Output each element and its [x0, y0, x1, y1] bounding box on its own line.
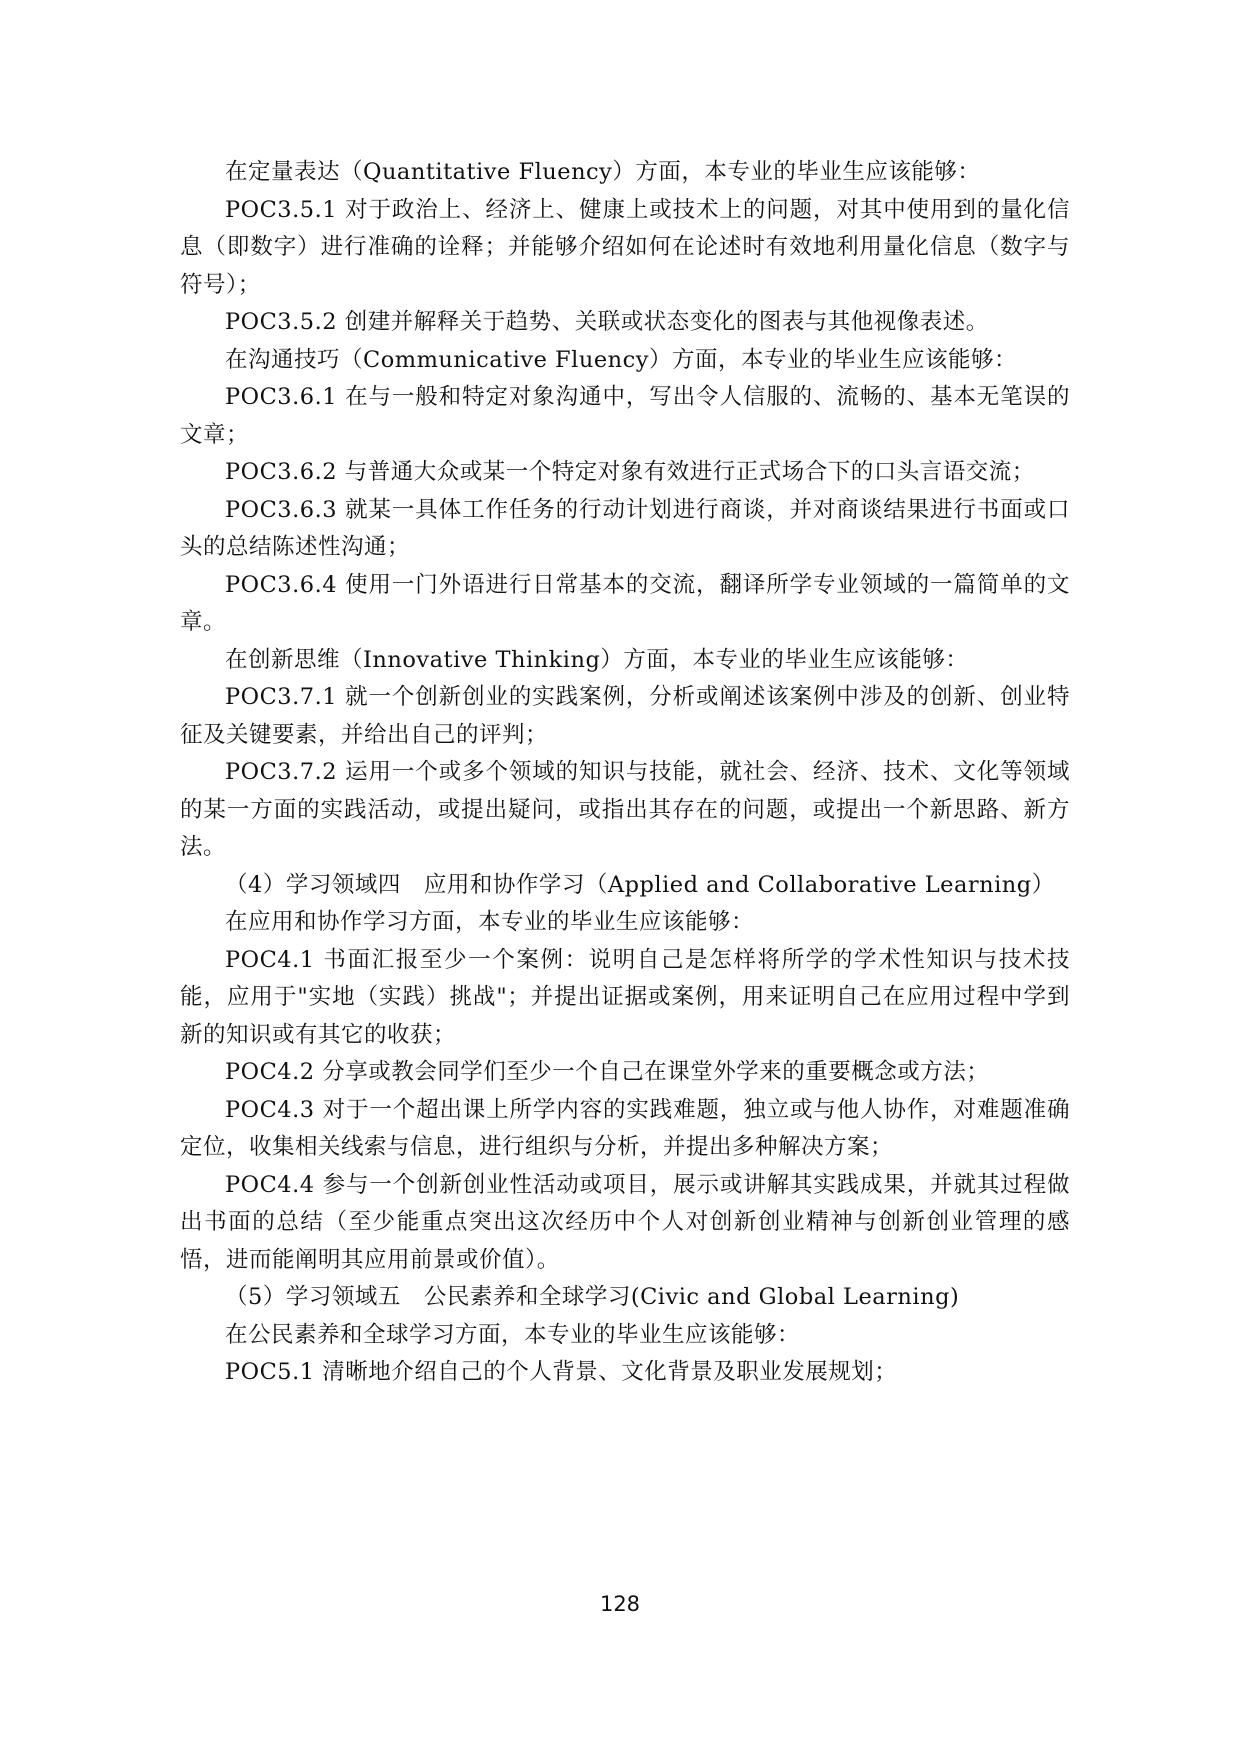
paragraph-poc3-7-1: POC3.7.1 就一个创新创业的实践案例，分析或阐述该案例中涉及的创新、创业特征及关键要素，并给出自己的评判；	[180, 684, 1070, 748]
paragraph-quantitative-intro: 在定量表达（Quantitative Fluency）方面，本专业的毕业生应该能够：	[225, 159, 981, 185]
paragraph-communicative-intro: 在沟通技巧（Communicative Fluency）方面，本专业的毕业生应该能够：	[225, 346, 1017, 373]
section-heading-area-4: （4）学习领域四 应用和协作学习（Applied and Collaborative Learning）	[225, 871, 1055, 898]
page-number: 128	[599, 1592, 641, 1616]
paragraph-poc3-7-2: POC3.7.2 运用一个或多个领域的知识与技能，就社会、经济、技术、文化等领域的某一方面的实践活动，或提出疑问，或指出其存在的问题，或提出一个新思路、新方法。	[180, 759, 1070, 860]
paragraph-poc3-5-1: POC3.5.1 对于政治上、经济上、健康上或技术上的问题，对其中使用到的量化信息（即数字）进行准确的诠释；并能够介绍如何在论述时有效地利用量化信息（数字与符号）；	[180, 196, 1070, 298]
paragraph-applied-intro: 在应用和协作学习方面，本专业的毕业生应该能够：	[225, 909, 755, 935]
paragraph-poc4-2: POC4.2 分享或教会同学们至少一个自己在课堂外学来的重要概念或方法；	[225, 1059, 990, 1085]
paragraph-civic-intro: 在公民素养和全球学习方面，本专业的毕业生应该能够：	[225, 1321, 801, 1348]
paragraph-poc3-6-4: POC3.6.4 使用一门外语进行日常基本的交流，翻译所学专业领域的一篇简单的文章。	[180, 571, 1070, 635]
paragraph-poc3-5-2: POC3.5.2 创建并解释关于趋势、关联或状态变化的图表与其他视像表述。	[225, 309, 989, 335]
paragraph-poc4-4: POC4.4 参与一个创新创业性活动或项目，展示或讲解其实践成果，并就其过程做出书面的总结（至少能重点突出这次经历中个人对创新创业精神与创新创业管理的感悟，进而能阐明其应用前景或价值）。	[180, 1171, 1070, 1273]
paragraph-poc3-6-3: POC3.6.3 就某一具体工作任务的行动计划进行商谈，并对商谈结果进行书面或口头的总结陈述性沟通；	[180, 496, 1070, 560]
paragraph-poc3-6-1: POC3.6.1 在与一般和特定对象沟通中，写出令人信服的、流畅的、基本无笔误的文章；	[180, 384, 1070, 448]
body-text	[180, 154, 1070, 1392]
section-heading-area-5: （5）学习领域五 公民素养和全球学习(Civic and Global Learning)	[225, 1284, 960, 1310]
paragraph-innovative-intro: 在创新思维（Innovative Thinking）方面，本专业的毕业生应该能够：	[225, 646, 969, 673]
paragraph-poc4-1: POC4.1 书面汇报至少一个案例：说明自己是怎样将所学的学术性知识与技术技能，应用于"实地（实践）挑战"；并提出证据或案例，用来证明自己在应用过程中学到新的知识或有其它的收获；	[180, 946, 1070, 1048]
paragraph-poc3-6-2: POC3.6.2 与普通大众或某一个特定对象有效进行正式场合下的口头言语交流；	[225, 459, 1035, 485]
paragraph-poc4-3: POC4.3 对于一个超出课上所学内容的实践难题，独立或与他人协作，对难题准确定位，收集相关线索与信息，进行组织与分析，并提出多种解决方案；	[180, 1096, 1070, 1160]
paragraph-poc5-1: POC5.1 清晰地介绍自己的个人背景、文化背景及职业发展规划；	[225, 1359, 898, 1385]
